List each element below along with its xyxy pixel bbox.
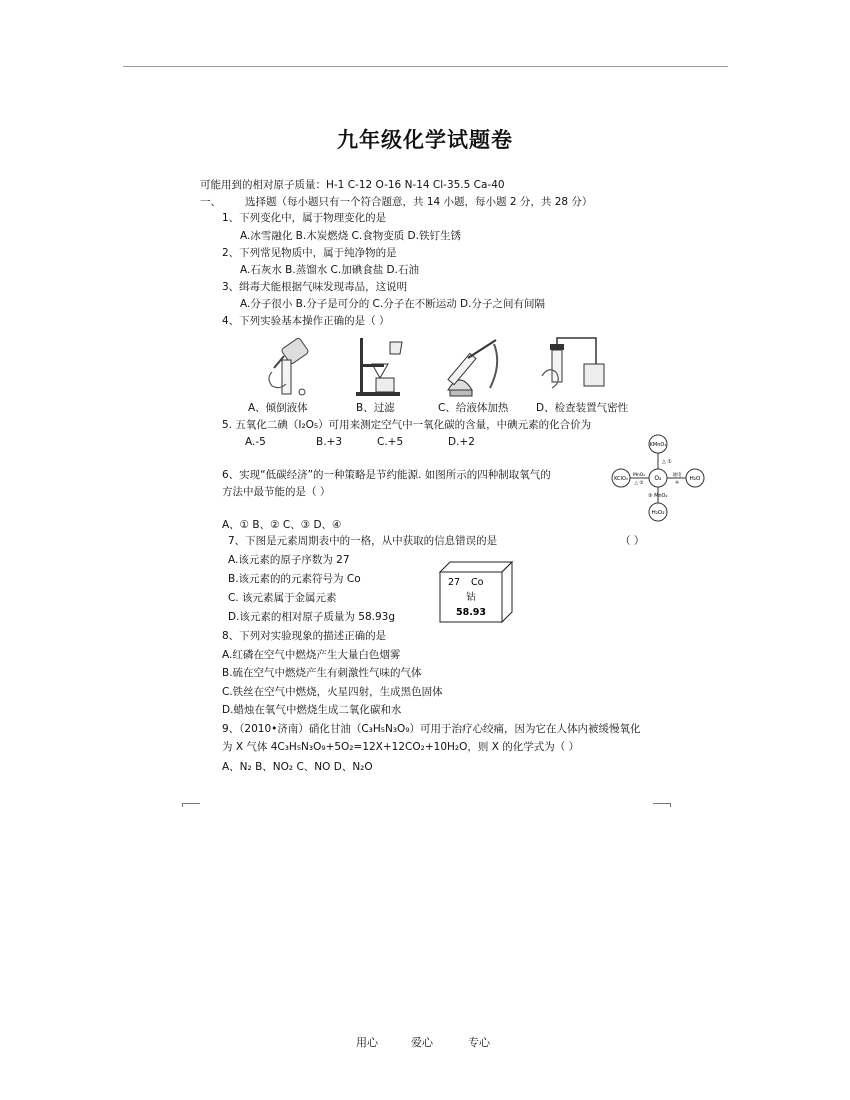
- diagram-bottom-mark: ③ MnO₂: [648, 493, 668, 499]
- diagram-right-mark-a: 通电: [672, 473, 682, 478]
- q8-option-b: B.硫在空气中燃烧产生有刺激性气味的气体: [222, 667, 422, 679]
- pour-liquid-illustration: [262, 334, 332, 398]
- q5-option-b: B.+3: [316, 436, 343, 448]
- filtration-illustration: [350, 334, 410, 398]
- q7-blank: （ ）: [620, 535, 645, 547]
- corner-mark-left: [182, 803, 200, 804]
- footer-text-1: 用心: [356, 1036, 378, 1049]
- q4-label-d: D、检查装置气密性: [536, 402, 629, 414]
- q5-stem: 5. 五氧化二碘（I₂O₅）可用来测定空气中一氧化碳的含量，中碘元素的化合价为: [222, 419, 592, 431]
- cell-number: 27: [448, 577, 461, 588]
- periodic-cell: [438, 560, 514, 624]
- diagram-bottom-label: H₂O₂: [651, 510, 665, 516]
- q6-stem-line2: 方法中最节能的是（ ）: [222, 486, 331, 498]
- top-rule: [123, 66, 728, 67]
- q5-option-a: A.-5: [245, 436, 266, 448]
- heating-liquid-illustration: [440, 334, 510, 398]
- cell-mass: 58.93: [455, 607, 487, 618]
- q1-options: A.冰雪融化 B.木炭燃烧 C.食物变质 D.铁钉生锈: [240, 230, 461, 242]
- diagram-left-label: KClO₃: [614, 476, 628, 482]
- q3-options: A.分子很小 B.分子是可分的 C.分子在不断运动 D.分子之间有间隔: [240, 298, 545, 310]
- q9-stem-line1: 9、（2010•济南）硝化甘油（C₃H₅N₃O₉）可用于治疗心绞痛，因为它在人体内被缓慢氧化: [222, 723, 641, 735]
- cell-name: 钴: [466, 592, 476, 603]
- q4-label-c: C、给液体加热: [438, 402, 509, 414]
- q4-stem: 4、下列实验基本操作正确的是（ ）: [222, 315, 390, 327]
- diagram-right-mark-b: ④: [674, 481, 680, 486]
- atomic-masses: 可能用到的相对原子质量：H-1 C-12 O-16 N-14 Cl-35.5 Ca-40: [200, 179, 505, 191]
- q8-option-d: D.蜡烛在氧气中燃烧生成二氧化碳和水: [222, 704, 402, 716]
- page-title: 九年级化学试题卷: [337, 127, 513, 152]
- q4-label-b: B、过滤: [356, 402, 395, 414]
- diagram-left-mark-a: MnO₂: [632, 473, 646, 478]
- q4-label-a: A、倾倒液体: [248, 402, 308, 414]
- q7-stem: 7、下图是元素周期表中的一格，从中获取的信息错误的是: [228, 535, 498, 547]
- q2-stem: 2、下列常见物质中，属于纯净物的是: [222, 247, 397, 259]
- cell-symbol: Co: [471, 577, 484, 588]
- airtightness-check-illustration: [538, 336, 608, 398]
- diagram-left-mark-b: △ ②: [634, 481, 644, 486]
- diagram-top-label: KMnO₄: [649, 442, 667, 448]
- oxygen-preparation-diagram: [608, 432, 708, 524]
- q7-option-d: D.该元素的相对原子质量为 58.93g: [228, 611, 395, 623]
- q6-stem-line1: 6、实现“低碳经济”的一种策略是节约能源. 如图所示的四种制取氧气的: [222, 469, 551, 481]
- section-heading: 选择题（每小题只有一个符合题意，共 14 小题，每小题 2 分，共 28 分）: [245, 196, 593, 208]
- section-number: 一、: [200, 196, 221, 208]
- q6-options: A、① B、② C、③ D、④: [222, 519, 342, 531]
- corner-mark-left-tick: [182, 803, 183, 807]
- footer-text-3: 专心: [468, 1036, 490, 1049]
- q2-options: A.石灰水 B.蒸馏水 C.加碘食盐 D.石油: [240, 264, 419, 276]
- q8-option-a: A.红磷在空气中燃烧产生大量白色烟雾: [222, 649, 401, 661]
- q8-option-c: C.铁丝在空气中燃烧，火星四射，生成黑色固体: [222, 686, 443, 698]
- diagram-top-mark: △ ①: [662, 459, 672, 465]
- q3-stem: 3、缉毒犬能根据气味发现毒品，这说明: [222, 281, 408, 293]
- corner-mark-right-tick: [670, 803, 671, 807]
- diagram-center-label: O₂: [654, 475, 662, 482]
- footer-text-2: 爱心: [411, 1036, 433, 1049]
- q7-option-a: A.该元素的原子序数为 27: [228, 554, 350, 566]
- q1-stem: 1、下列变化中，属于物理变化的是: [222, 212, 387, 224]
- q5-option-c: C.+5: [377, 436, 404, 448]
- q9-options: A、N₂ B、NO₂ C、NO D、N₂O: [222, 761, 373, 773]
- q8-stem: 8、下列对实验现象的描述正确的是: [222, 630, 387, 642]
- q9-stem-line2: 为 X 气体 4C₃H₅N₃O₉+5O₂=12X+12CO₂+10H₂O，则 X 的化学式为（ ）: [222, 741, 580, 753]
- corner-mark-right: [653, 803, 671, 804]
- q5-option-d: D.+2: [448, 436, 475, 448]
- diagram-right-label: H₂O: [689, 476, 701, 482]
- q7-option-b: B.该元素的的元素符号为 Co: [228, 573, 361, 585]
- q7-option-c: C. 该元素属于金属元素: [228, 592, 337, 604]
